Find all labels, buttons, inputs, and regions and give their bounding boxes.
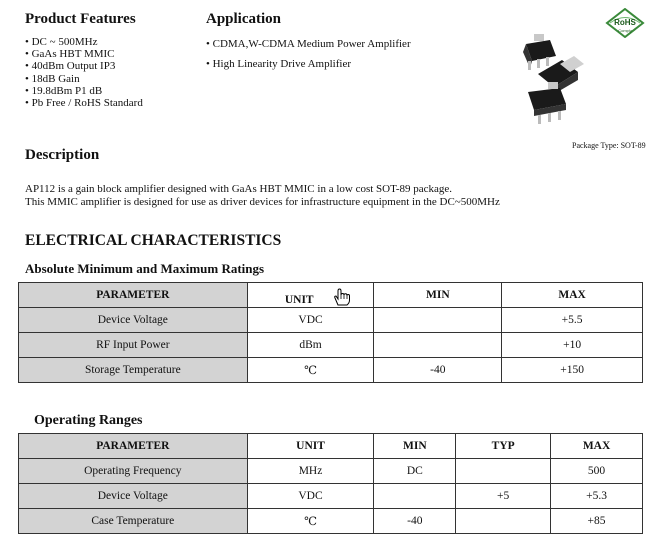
table-header-row <box>19 434 643 459</box>
header-typ: TYP <box>456 434 551 459</box>
rohs-text: RoHS <box>614 18 636 27</box>
features-title: Product Features <box>25 11 136 27</box>
application-title: Application <box>206 11 282 27</box>
cell-min: DC <box>374 459 456 484</box>
cell-typ <box>456 459 551 484</box>
cell-parameter: RF Input Power <box>19 333 248 358</box>
list-item: • 19.8dBm P1 dB <box>25 85 143 97</box>
cell-unit: VDC <box>247 308 374 333</box>
header-unit: UNIT <box>247 434 374 459</box>
cell-unit: ℃ <box>247 358 374 383</box>
list-item: • High Linearity Drive Amplifier <box>206 58 351 70</box>
table-row <box>19 459 643 484</box>
cell-max: 500 <box>551 459 643 484</box>
description-line: AP112 is a gain block amplifier designed with GaAs HBT MMIC in a low cost SOT-89 package. <box>25 183 453 195</box>
cell-unit: ℃ <box>247 509 374 534</box>
cell-parameter: Device Voltage <box>19 484 248 509</box>
electrical-title: ELECTRICAL CHARACTERISTICS <box>25 232 282 249</box>
header-unit: UNIT <box>247 283 374 308</box>
cell-max: +5.5 <box>502 308 643 333</box>
table-header-row <box>19 283 643 308</box>
abs-ratings-table <box>18 282 643 383</box>
package-type-caption: Package Type: SOT-89 <box>572 141 646 150</box>
cell-parameter: Device Voltage <box>19 308 248 333</box>
list-item: • CDMA,W-CDMA Medium Power Amplifier <box>206 38 411 50</box>
cell-unit: VDC <box>247 484 374 509</box>
cell-min <box>374 308 502 333</box>
cell-max: +150 <box>502 358 643 383</box>
operating-table <box>18 433 643 534</box>
cell-unit: MHz <box>247 459 374 484</box>
cell-typ: +5 <box>456 484 551 509</box>
cell-min: -40 <box>374 358 502 383</box>
cell-parameter: Storage Temperature <box>19 358 248 383</box>
application-list <box>206 38 411 71</box>
rohs-sub-text: Comply <box>618 28 632 33</box>
table-row <box>19 484 643 509</box>
cell-max: +10 <box>502 333 643 358</box>
header-min: MIN <box>374 434 456 459</box>
table-row <box>19 358 643 383</box>
header-min: MIN <box>374 283 502 308</box>
description-line: This MMIC amplifier is designed for use as driver devices for infrastructure equipment in the DC~500MHz <box>25 195 500 208</box>
cell-max: +5.3 <box>551 484 643 509</box>
operating-title: Operating Ranges <box>34 413 143 428</box>
cell-max: +85 <box>551 509 643 534</box>
cell-min <box>374 484 456 509</box>
features-list <box>25 36 143 109</box>
list-item: • GaAs HBT MMIC <box>25 48 143 60</box>
list-item: • 18dB Gain <box>25 73 143 85</box>
header-parameter: PARAMETER <box>19 283 248 308</box>
cell-min <box>374 333 502 358</box>
cell-min: -40 <box>374 509 456 534</box>
description-text <box>25 183 500 208</box>
hand-cursor-icon <box>332 288 352 306</box>
table-row <box>19 333 643 358</box>
header-parameter: PARAMETER <box>19 434 248 459</box>
header-max: MAX <box>551 434 643 459</box>
sot89-package-image <box>508 30 648 140</box>
list-item: • DC ~ 500MHz <box>25 36 143 48</box>
cell-parameter: Operating Frequency <box>19 459 248 484</box>
list-item: • 40dBm Output IP3 <box>25 60 143 72</box>
list-item: • Pb Free / RoHS Standard <box>25 97 143 109</box>
description-title: Description <box>25 147 100 163</box>
cell-parameter: Case Temperature <box>19 509 248 534</box>
abs-ratings-title: Absolute Minimum and Maximum Ratings <box>25 261 265 276</box>
header-max: MAX <box>502 283 643 308</box>
cell-typ <box>456 509 551 534</box>
table-row <box>19 308 643 333</box>
cell-unit: dBm <box>247 333 374 358</box>
table-row <box>19 509 643 534</box>
